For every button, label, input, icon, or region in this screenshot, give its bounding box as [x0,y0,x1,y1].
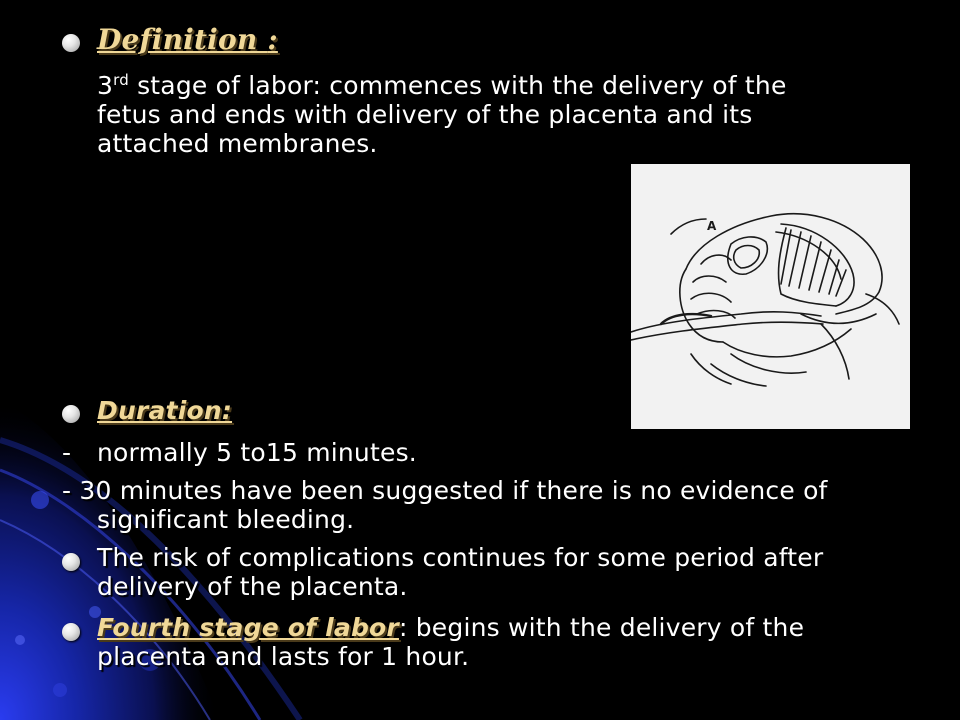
definition-ordinal: 3 [97,71,114,100]
duration-item-1: normally 5 to15 minutes. [97,438,417,467]
fourth-stage-line-1 [97,613,804,642]
definition-ordinal-suffix: rd [113,71,129,89]
definition-colon: : [267,23,278,56]
duration-item-1-dash: - [62,438,72,467]
definition-line-3: attached membranes. [97,129,378,158]
definition-heading-line [97,25,278,55]
definition-line-1-text: stage of labor: commences with the delivery of the [128,71,787,100]
fourth-stage-heading: Fourth stage of labor [97,613,399,642]
definition-heading: Definition [97,23,268,56]
risk-line-1: The risk of complications continues for some period after [97,543,824,572]
duration-bullet [62,405,80,423]
definition-line-1 [97,71,787,100]
fourth-stage-line-2: placenta and lasts for 1 hour. [97,642,470,671]
duration-heading: Duration: [97,396,233,425]
anatomy-figure [631,164,910,429]
risk-line-2: delivery of the placenta. [97,572,408,601]
fourth-stage-rest: : begins with the delivery of the [398,613,805,642]
figure-label: A [707,219,717,233]
uterus-placenta-drawing [631,164,910,429]
risk-bullet [62,553,80,571]
definition-line-2: fetus and ends with delivery of the placenta and its [97,100,753,129]
duration-item-2-line-2: significant bleeding. [97,505,355,534]
duration-heading-line [97,396,232,425]
duration-item-2-line-1: - 30 minutes have been suggested if there is no evidence of [62,476,828,505]
definition-bullet [62,34,80,52]
fourth-stage-bullet [62,623,80,641]
